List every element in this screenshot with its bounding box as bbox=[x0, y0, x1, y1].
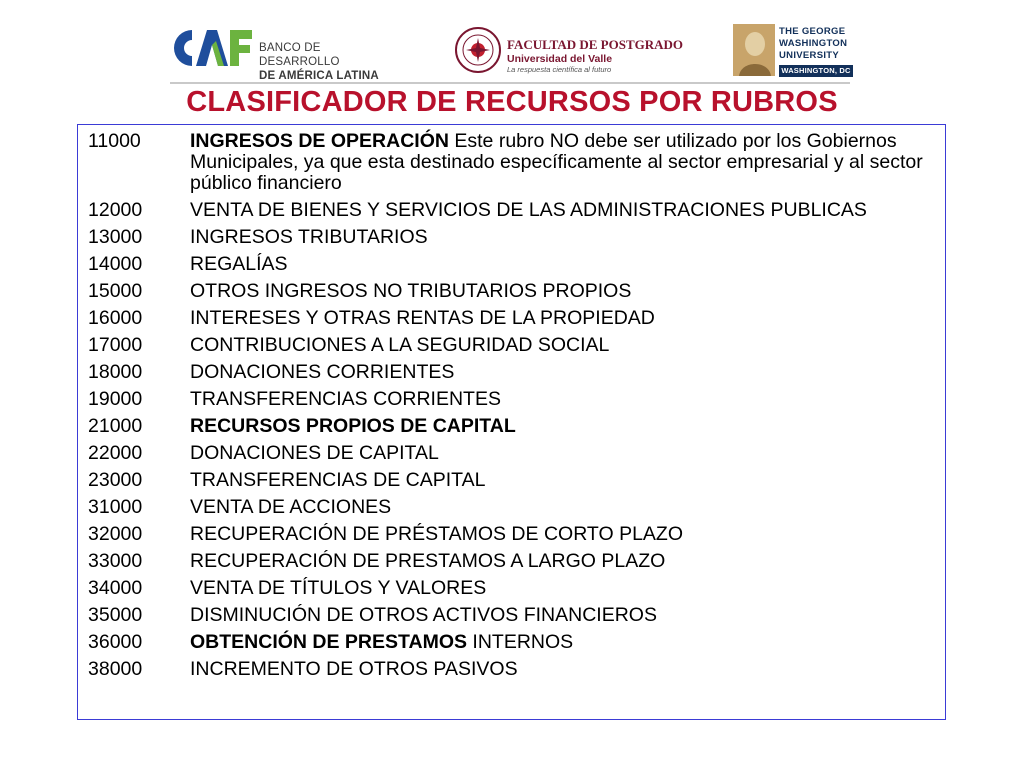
rubro-code: 35000 bbox=[88, 604, 143, 626]
rubro-description bbox=[190, 551, 938, 572]
gwu-name bbox=[779, 26, 855, 62]
rubro-description bbox=[190, 443, 938, 464]
rubro-code: 34000 bbox=[88, 577, 143, 599]
list-item bbox=[88, 389, 938, 410]
list-item bbox=[88, 131, 938, 194]
rubro-description-text: TRANSFERENCIAS CORRIENTES bbox=[190, 388, 501, 410]
rubro-description-text: VENTA DE TÍTULOS Y VALORES bbox=[190, 577, 487, 599]
rubro-code: 33000 bbox=[88, 550, 143, 572]
rubro-description-bold: OBTENCIÓN DE PRESTAMOS bbox=[190, 631, 467, 653]
list-item bbox=[88, 551, 938, 572]
caf-logo-mark bbox=[172, 27, 254, 69]
gwu-line3: UNIVERSITY bbox=[779, 50, 840, 61]
rubro-code: 15000 bbox=[88, 280, 143, 302]
rubro-description-text: INGRESOS TRIBUTARIOS bbox=[190, 226, 428, 248]
rubro-description bbox=[190, 227, 938, 248]
rubro-description-text: INTERESES Y OTRAS RENTAS DE LA PROPIEDAD bbox=[190, 307, 655, 329]
rubro-description bbox=[190, 389, 938, 410]
rubro-code: 16000 bbox=[88, 307, 143, 329]
classification-panel bbox=[77, 124, 946, 720]
caf-line2: DE AMÉRICA LATINA bbox=[259, 70, 379, 82]
rubro-description-bold: RECURSOS PROPIOS DE CAPITAL bbox=[190, 415, 516, 437]
rubro-code: 23000 bbox=[88, 469, 143, 491]
univalle-line3: La respuesta científica al futuro bbox=[507, 65, 612, 74]
list-item bbox=[88, 632, 938, 653]
rubro-description-text: RECUPERACIÓN DE PRÉSTAMOS DE CORTO PLAZO bbox=[190, 523, 684, 545]
rubro-description-text: VENTA DE BIENES Y SERVICIOS DE LAS ADMINISTRACIONES PUBLICAS bbox=[190, 199, 867, 221]
rubro-description-text: TRANSFERENCIAS DE CAPITAL bbox=[190, 469, 486, 491]
gwu-line1: THE GEORGE bbox=[779, 26, 846, 37]
rubro-description bbox=[190, 416, 938, 437]
list-item bbox=[88, 200, 938, 221]
list-item bbox=[88, 524, 938, 545]
rubro-description bbox=[190, 200, 938, 221]
univalle-logo bbox=[455, 27, 684, 75]
washington-portrait-icon bbox=[733, 24, 775, 76]
rubro-code: 12000 bbox=[88, 199, 143, 221]
rubro-code: 19000 bbox=[88, 388, 143, 410]
rubro-code: 21000 bbox=[88, 415, 143, 437]
list-item bbox=[88, 362, 938, 383]
univalle-line2: Universidad del Valle bbox=[507, 53, 613, 65]
rubro-description bbox=[190, 470, 938, 491]
rubro-code: 36000 bbox=[88, 631, 143, 653]
rubro-description-text: RECUPERACIÓN DE PRESTAMOS A LARGO PLAZO bbox=[190, 550, 666, 572]
rubro-description bbox=[190, 524, 938, 545]
rubro-description-text: DONACIONES CORRIENTES bbox=[190, 361, 455, 383]
univalle-line1: FACULTAD DE POSTGRADO bbox=[507, 37, 684, 52]
list-item bbox=[88, 470, 938, 491]
rubro-code: 31000 bbox=[88, 496, 143, 518]
rubro-code: 17000 bbox=[88, 334, 143, 356]
header-divider bbox=[170, 82, 850, 84]
list-item bbox=[88, 605, 938, 626]
gwu-logo bbox=[733, 24, 853, 80]
logo-bar bbox=[0, 0, 1024, 84]
rubro-description-text: DISMINUCIÓN DE OTROS ACTIVOS FINANCIEROS bbox=[190, 604, 657, 626]
rubro-description bbox=[190, 254, 938, 275]
list-item bbox=[88, 659, 938, 680]
list-item bbox=[88, 308, 938, 329]
rubro-code: 13000 bbox=[88, 226, 143, 248]
rubro-description-text: Este rubro NO debe ser utilizado por los Gobiernos Municipales, ya que esta destinado específicamente al sector empresarial y al sector público financiero bbox=[190, 130, 929, 194]
rubro-description bbox=[190, 335, 938, 356]
rubro-description bbox=[190, 131, 938, 194]
rubros-list bbox=[88, 131, 938, 686]
list-item bbox=[88, 578, 938, 599]
list-item bbox=[88, 416, 938, 437]
rubro-description bbox=[190, 578, 938, 599]
gwu-location: WASHINGTON, DC bbox=[779, 65, 853, 77]
rubro-description bbox=[190, 281, 938, 302]
rubro-description bbox=[190, 632, 938, 653]
rubro-description bbox=[190, 605, 938, 626]
univalle-seal-icon bbox=[455, 27, 501, 73]
rubro-code: 11000 bbox=[88, 130, 141, 152]
rubro-description-text: VENTA DE ACCIONES bbox=[190, 496, 392, 518]
list-item bbox=[88, 254, 938, 275]
rubro-code: 18000 bbox=[88, 361, 143, 383]
rubro-description bbox=[190, 659, 938, 680]
caf-logo-text bbox=[259, 41, 402, 83]
caf-logo bbox=[172, 27, 402, 82]
rubro-code: 22000 bbox=[88, 442, 143, 464]
list-item bbox=[88, 281, 938, 302]
rubro-code: 32000 bbox=[88, 523, 143, 545]
rubro-code: 38000 bbox=[88, 658, 143, 680]
caf-line1: BANCO DE DESARROLLO bbox=[259, 42, 340, 68]
rubro-description-text: INCREMENTO DE OTROS PASIVOS bbox=[190, 658, 518, 680]
rubro-description-text: OTROS INGRESOS NO TRIBUTARIOS PROPIOS bbox=[190, 280, 632, 302]
list-item bbox=[88, 227, 938, 248]
rubro-description-text: REGALÍAS bbox=[190, 253, 288, 275]
rubro-description-text: INTERNOS bbox=[467, 631, 574, 653]
rubro-description bbox=[190, 308, 938, 329]
list-item bbox=[88, 335, 938, 356]
rubro-description-text: DONACIONES DE CAPITAL bbox=[190, 442, 439, 464]
list-item bbox=[88, 497, 938, 518]
rubro-description-text: CONTRIBUCIONES A LA SEGURIDAD SOCIAL bbox=[190, 334, 610, 356]
rubro-description-bold: INGRESOS DE OPERACIÓN bbox=[190, 130, 449, 152]
slide-title: CLASIFICADOR DE RECURSOS POR RUBROS bbox=[186, 86, 838, 118]
list-item bbox=[88, 443, 938, 464]
rubro-description bbox=[190, 497, 938, 518]
gwu-line2: WASHINGTON bbox=[779, 38, 848, 49]
rubro-description bbox=[190, 362, 938, 383]
rubro-code: 14000 bbox=[88, 253, 143, 275]
